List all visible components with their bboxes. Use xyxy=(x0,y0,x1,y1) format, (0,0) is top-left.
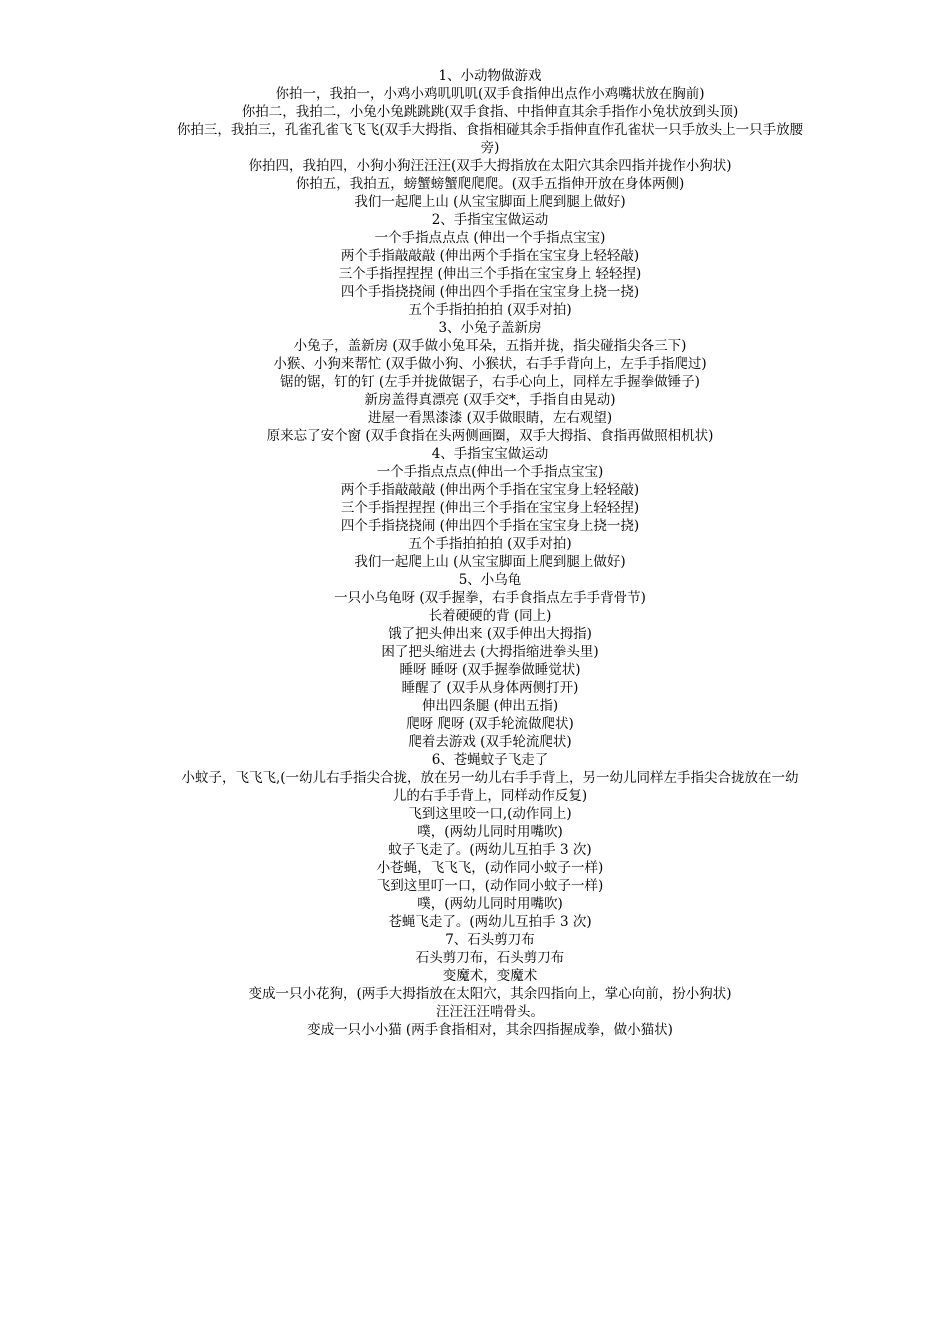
text-line: 变成一只小小猫 (两手食指相对，其余四指握成拳，做小猫状) xyxy=(307,1022,673,1038)
text-line: 你拍二，我拍二，小兔小兔跳跳跳(双手食指、中指伸直其余手指作小兔状放到头顶) xyxy=(241,104,739,120)
text-line: 锯的锯，钉的钉 (左手并拢做锯子，右手心向上，同样左手握拳做锤子) xyxy=(280,374,700,390)
text-line: 小猴、小狗来帮忙 (双手做小狗、小猴状，右手手背向上，左手手指爬过) xyxy=(273,356,707,372)
text-line: 我们一起爬上山 (从宝宝脚面上爬到腿上做好) xyxy=(354,554,626,570)
text-line: 5、小乌龟 xyxy=(458,572,522,588)
text-line: 我们一起爬上山 (从宝宝脚面上爬到腿上做好) xyxy=(354,194,626,210)
text-line: 飞到这里叮一口，(动作同小蚊子一样) xyxy=(376,878,604,894)
text-line: 四个手指挠挠闹 (伸出四个手指在宝宝身上挠一挠) xyxy=(340,518,640,534)
text-line: 石头剪刀布，石头剪刀布 xyxy=(415,950,565,966)
text-line: 两个手指敲敲敲 (伸出两个手指在宝宝身上轻轻敲) xyxy=(340,482,640,498)
text-line: 三个手指捏捏捏 (伸出三个手指在宝宝身上轻轻捏) xyxy=(340,500,640,516)
text-line: 6、苍蝇蚊子飞走了 xyxy=(431,752,549,768)
text-line: 五个手指拍拍拍 (双手对拍) xyxy=(408,302,572,318)
text-line: 一个手指点点点(伸出一个手指点宝宝) xyxy=(376,464,604,480)
text-line: 噗，(两幼儿同时用嘴吹) xyxy=(417,896,563,912)
text-line: 变魔术，变魔术 xyxy=(442,968,538,984)
text-line: 睡呀 睡呀 (双手握拳做睡觉状) xyxy=(399,662,581,678)
text-line: 四个手指挠挠闹 (伸出四个手指在宝宝身上挠一挠) xyxy=(340,284,640,300)
text-line: 长着硬硬的背 (同上) xyxy=(428,608,552,624)
text-line: 爬着去游戏 (双手轮流爬状) xyxy=(408,734,572,750)
text-line: 7、石头剪刀布 xyxy=(445,932,535,948)
text-line: 你拍五，我拍五，螃蟹螃蟹爬爬爬。(双手五指伸开放在身体两侧) xyxy=(295,176,685,192)
text-line: 小兔子，盖新房 (双手做小兔耳朵，五指并拢，指尖碰指尖各三下) xyxy=(293,338,687,354)
text-line: 苍蝇飞走了。(两幼儿互拍手 3 次) xyxy=(388,914,592,930)
text-line: 变成一只小花狗，(两手大拇指放在太阳穴，其余四指向上，掌心向前，扮小狗状) xyxy=(248,986,732,1002)
text-line: 新房盖得真漂亮 (双手交*，手指自由晃动) xyxy=(364,392,616,408)
text-line: 噗，(两幼儿同时用嘴吹) xyxy=(417,824,563,840)
document-page xyxy=(175,67,805,1038)
text-line: 小苍蝇，飞飞飞，(动作同小蚊子一样) xyxy=(376,860,604,876)
text-line: 一个手指点点点 (伸出一个手指点宝宝) xyxy=(374,230,606,246)
text-line: 一只小乌龟呀 (双手握拳，右手食指点左手手背骨节) xyxy=(334,590,646,606)
text-line: 你拍四，我拍四，小狗小狗汪汪汪(双手大拇指放在太阳穴其余四指并拢作小狗状) xyxy=(248,158,732,174)
text-line: 3、小兔子盖新房 xyxy=(438,320,542,336)
text-line: 伸出四条腿 (伸出五指) xyxy=(421,698,559,714)
text-line: 进屋一看黑漆漆 (双手做眼睛，左右观望) xyxy=(367,410,613,426)
text-line: 你拍三，我拍三，孔雀孔雀飞飞飞(双手大拇指、食指相碰其余手指伸直作孔雀状一只手放头上一只手放腰旁) xyxy=(176,122,804,156)
text-line: 爬呀 爬呀 (双手轮流做爬状) xyxy=(406,716,574,732)
text-line: 睡醒了 (双手从身体两侧打开) xyxy=(401,680,579,696)
text-line: 原来忘了安个窗 (双手食指在头两侧画圈，双手大拇指、食指再做照相机状) xyxy=(266,428,714,444)
text-line: 蚊子飞走了。(两幼儿互拍手 3 次) xyxy=(388,842,592,858)
text-line: 两个手指敲敲敲 (伸出两个手指在宝宝身上轻轻敲) xyxy=(340,248,640,264)
text-line: 三个手指捏捏捏 (伸出三个手指在宝宝身上 轻轻捏) xyxy=(338,266,642,282)
text-line: 飞到这里咬一口,(动作同上) xyxy=(408,806,572,822)
text-line: 4、手指宝宝做运动 xyxy=(431,446,549,462)
text-line: 汪汪汪汪啃骨头。 xyxy=(436,1004,544,1020)
text-line: 1、小动物做游戏 xyxy=(438,68,542,84)
text-line: 饿了把头伸出来 (双手伸出大拇指) xyxy=(388,626,592,642)
text-line: 小蚊子，飞飞飞,(一幼儿右手指尖合拢，放在另一幼儿右手手背上，另一幼儿同样左手指尖合拢放在一幼儿的右手手背上，同样动作反复) xyxy=(181,770,799,804)
text-line: 五个手指拍拍拍 (双手对拍) xyxy=(408,536,572,552)
text-line: 困了把头缩进去 (大拇指缩进拳头里) xyxy=(381,644,599,660)
text-line: 你拍一，我拍一，小鸡小鸡叽叽叽(双手食指伸出点作小鸡嘴状放在胸前) xyxy=(275,86,705,102)
text-line: 2、手指宝宝做运动 xyxy=(431,212,549,228)
